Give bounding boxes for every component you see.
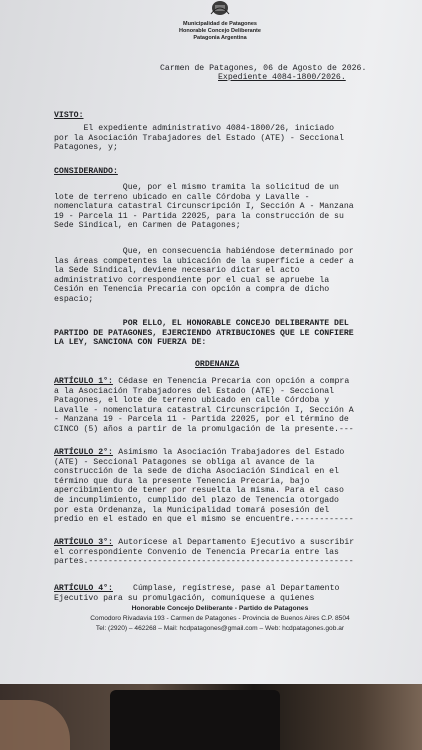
letterhead-line-1: Municipalidad de Patagones xyxy=(183,21,257,27)
text-line: espacio; xyxy=(54,295,94,304)
text-line: 19 - Parcela 11 - Partida 22025, para la construcción de su xyxy=(54,211,344,221)
ordenanza-title: ORDENANZA xyxy=(195,360,240,369)
text-line: por la Asociación Trabajadores del Estado (ATE) - Seccional xyxy=(54,133,344,143)
text-line: lote de terreno ubicado en calle Córdoba y Lavalle - xyxy=(54,192,310,202)
footer-title: Honorable Concejo Deliberante - Partido de Patagones xyxy=(131,605,309,612)
articulo-first-line: Autorícese al Departamento Ejecutivo a suscribir xyxy=(113,538,355,547)
text-line: PARTIDO DE PATAGONES, EJERCIENDO ATRIBUCIONES QUE LE CONFIERE xyxy=(54,328,354,338)
text-line: Ejecutivo para su promulgación, comuníquese a quienes xyxy=(54,593,315,603)
text-line: nomenclatura catastral Circunscripción I, Sección A - Manzana xyxy=(54,202,354,212)
text-line: término que dura la presente Tenencia Precaria, bajo xyxy=(54,476,310,486)
text-line: administrativo correspondiente por el cual se apruebe la xyxy=(54,275,330,285)
text-line: Lavalle - nomenclatura catastral Circunscripción I, Sección A xyxy=(54,405,354,415)
articulo-label: ARTÍCULO 4°: xyxy=(54,584,113,593)
letterhead xyxy=(120,0,320,42)
text-line: (ATE) - Seccional Patagones se obliga al avance de la xyxy=(54,457,315,467)
articulo-first-line: Cédase en Tenencia Precaria con opción a compra xyxy=(113,377,350,386)
articulo-label: ARTÍCULO 1°: xyxy=(54,377,113,386)
letterhead-line-3: Patagonia Argentina xyxy=(193,35,247,41)
considerando-heading: CONSIDERANDO: xyxy=(54,167,118,176)
articulo-label: ARTÍCULO 2°: xyxy=(54,448,113,457)
text-line: predio en el estado en que el mismo se encuentre.------------ xyxy=(54,515,354,525)
text-line: a la Asociación Trabajadores del Estado (ATE) - Seccional xyxy=(54,386,335,396)
expediente-line: Expediente 4084-1800/2026. xyxy=(218,73,346,82)
text-line: LA LEY, SANCIONA CON FUERZA DE: xyxy=(54,338,207,348)
footer xyxy=(50,604,390,634)
footer-contact: Tel: (2920) – 462268 – Mail: hcdpatagones@gmail.com – Web: hcdpatagones.gob.ar xyxy=(95,625,345,632)
text-line: construcción de la sede de dicha Asociación Sindical en el xyxy=(54,467,339,477)
text-line: Patagones, el lote de terreno ubicado en calle Córdoba y xyxy=(54,396,330,406)
text-line: El expediente administrativo 4084-1800/26, iniciado xyxy=(54,124,335,133)
text-line: Cesión en Tenencia Precaria con opción a compra de dicho xyxy=(54,285,330,295)
text-line: Sede Sindical, en Carmen de Patagones; xyxy=(54,221,241,231)
text-line: Que, por el mismo tramita la solicitud de un xyxy=(54,183,339,192)
coat-of-arms-icon xyxy=(209,0,231,16)
text-line: - Manzana 19 - Parcela 11 - Partida 22025, por el término de xyxy=(54,415,349,425)
text-line: la Sede Sindical, deviene necesario dictar el acto xyxy=(54,266,300,276)
text-line: partes.------------------------------------------------------ xyxy=(54,557,354,567)
text-line: POR ELLO, EL HONORABLE CONCEJO DELIBERANTE DEL xyxy=(54,319,349,328)
text-line: el correspondiente Convenio de Tenencia Precaria entre las xyxy=(54,547,339,557)
letterhead-line-2: Honorable Concejo Deliberante xyxy=(179,28,261,34)
footer-address: Comodoro Rivadavia 193 - Carmen de Patagones - Provincia de Buenos Aires C.P. 8504 xyxy=(90,615,350,622)
visto-heading: VISTO: xyxy=(54,111,84,120)
text-line: Que, en consecuencia habiéndose determinado por xyxy=(54,247,354,256)
text-line: CINCO (5) años a partir de la promulgación de la presente.--- xyxy=(54,425,354,434)
text-line: Patagones, y; xyxy=(54,143,118,153)
text-line: apercibimiento de tener por resuelta la misma. Para el caso xyxy=(54,486,344,496)
text-line: las áreas competentes la ubicación de la superficie a ceder a xyxy=(54,256,354,266)
text-line: de incumplimiento, cumplido del plazo de Tenencia otorgado xyxy=(54,496,339,505)
dark-object xyxy=(110,690,280,750)
text-line: por esta Ordenanza, la Municipalidad tomará posesión del xyxy=(54,505,330,515)
articulo-label: ARTÍCULO 3°: xyxy=(54,538,113,547)
articulo-first-line: Cúmplase, regístrese, pase al Departamento xyxy=(113,584,340,593)
articulo-first-line: Asimismo la Asociación Trabajadores del Estado xyxy=(113,448,345,457)
date-line: Carmen de Patagones, 06 de Agosto de 2026. xyxy=(160,64,367,73)
